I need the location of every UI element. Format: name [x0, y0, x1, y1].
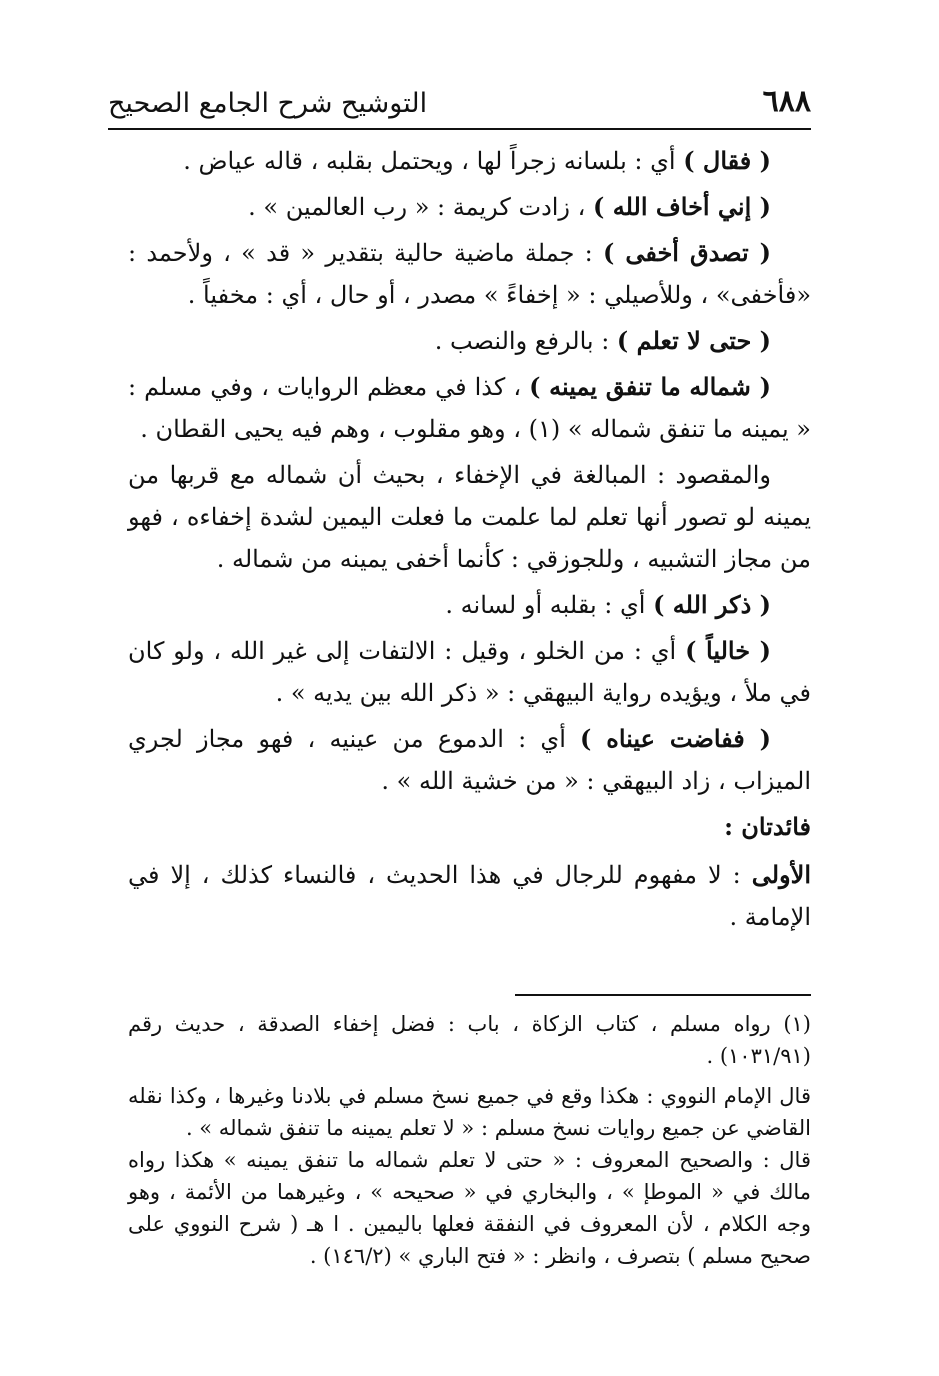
- paragraph-text: أي : بلسانه زجراً لها ، ويحتمل بقلبه ، قاله عياض .: [183, 147, 684, 175]
- footnote-quote: قال الإمام النووي : هكذا وقع في جميع نسخ مسلم في بلادنا وغيرها ، وكذا نقله القاضي عن جميع روايات نسخ مسلم : « لا تعلم يمينه ما تنفق شماله » .: [128, 1084, 811, 1140]
- paragraph-text: ، كذا في معظم الروايات ، وفي مسلم : « يمينه ما تنفق شماله » (١) ، وهو مقلوب ، وهم فيه يحيى القطان .: [128, 373, 811, 443]
- paragraph-text: : لا مفهوم للرجال في هذا الحديث ، فالنساء كذلك ، إلا في الإمامة .: [128, 861, 811, 931]
- paragraph-text: : جملة ماضية حالية بتقدير « قد » ، ولأحمد : «فأخفى» ، وللأصيلي : « إخفاءً » مصدر ، أو حال ، أي : مخفياً .: [128, 239, 811, 309]
- main-text: [128, 140, 811, 942]
- paragraph: [128, 320, 811, 362]
- paragraph-text: أي : من الخلو ، وقيل : الالتفات إلى غير الله ، ولو كان في ملأ ، ويؤيده رواية البيهقي : « ذكر الله بين يديه » .: [128, 637, 811, 707]
- paragraph-text: ، زادت كريمة : « رب العالمين » .: [248, 193, 594, 221]
- footnotes: [128, 1008, 811, 1272]
- paragraph-lemma: الأولى: [751, 860, 811, 889]
- paragraph-lemma: ( حتى لا تعلم ): [616, 326, 771, 355]
- paragraph: [128, 718, 811, 802]
- page-number: ٦٨٨: [762, 84, 811, 119]
- paragraph: [128, 186, 811, 228]
- paragraph-text: أي : بقلبه أو لسانه .: [445, 591, 654, 619]
- paragraph-text: : بالرفع والنصب .: [434, 327, 617, 355]
- section-heading: فائدتان :: [724, 812, 811, 841]
- paragraph-lemma: ( فقال ): [683, 146, 771, 175]
- paragraph-lemma: ( شماله ما تنفق يمينه ): [529, 372, 771, 401]
- paragraph-lemma: ( ذكر الله ): [653, 590, 771, 619]
- paragraph: [128, 232, 811, 316]
- paragraph: [128, 854, 811, 938]
- paragraph-lemma: ( تصدق أخفى ): [603, 238, 771, 267]
- paragraph: [128, 454, 811, 580]
- paragraph: [128, 584, 811, 626]
- page-header: [108, 82, 811, 130]
- paragraph-text: أي : الدموع من عينيه ، فهو مجاز لجري الميزاب ، زاد البيهقي : « من خشية الله » .: [128, 725, 811, 795]
- paragraph-text: والمقصود : المبالغة في الإخفاء ، بحيث أن شماله مع قربها من يمينه لو تصور أنها تعلم لما علمت ما فعلت اليمين لشدة إخفاءه ، فهو من مجاز التشبيه ، وللجوزقي : كأنما أخفى يمينه من شماله .: [128, 461, 811, 573]
- paragraph-lemma: ( خالياً ): [685, 636, 772, 665]
- running-title: التوشيح شرح الجامع الصحيح: [108, 88, 428, 119]
- footnote-reference: (١) رواه مسلم ، كتاب الزكاة ، باب : فضل إخفاء الصدقة ، حديث رقم (١٠٣١/٩١) .: [128, 1012, 811, 1068]
- paragraph-lemma: ( إني أخاف الله ): [593, 192, 771, 221]
- footnote-quote: قال : والصحيح المعروف : « حتى لا تعلم شماله ما تنفق يمينه » هكذا رواه مالك في « الموطإ » ، والبخاري في « صحيحه » ، وغيرهما من الأئمة ، وهو وجه الكلام ، لأن المعروف في النفقة فعلها باليمين . ا هـ ( شرح النووي على صحيح مسلم ) بتصرف ، وانظر : « فتح الباري » (١٤٦/٢) .: [128, 1148, 811, 1268]
- paragraph: [128, 630, 811, 714]
- paragraph: [128, 366, 811, 450]
- footnote-separator: [515, 994, 811, 996]
- paragraph-lemma: ( ففاضت عيناه ): [580, 724, 771, 753]
- paragraph: [128, 140, 811, 182]
